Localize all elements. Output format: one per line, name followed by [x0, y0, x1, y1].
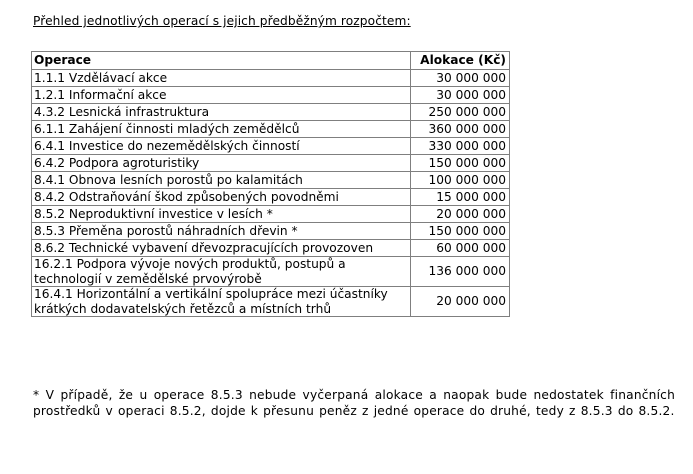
allocation-amount: 20 000 000	[411, 287, 510, 317]
page-heading: Přehled jednotlivých operací s jejich předběžným rozpočtem:	[33, 14, 411, 28]
allocation-amount: 360 000 000	[411, 121, 510, 138]
table-header-row	[32, 52, 510, 70]
operation-name: 1.1.1 Vzdělávací akce	[32, 70, 411, 87]
table-row	[32, 189, 510, 206]
operation-name: 8.6.2 Technické vybavení dřevozpracujících provozoven	[32, 240, 411, 257]
operations-budget-table	[31, 51, 510, 317]
table-row	[32, 287, 510, 317]
allocation-amount: 20 000 000	[411, 206, 510, 223]
table-row	[32, 223, 510, 240]
allocation-amount: 136 000 000	[411, 257, 510, 287]
table-row	[32, 121, 510, 138]
operation-name: 4.3.2 Lesnická infrastruktura	[32, 104, 411, 121]
operation-name: 6.1.1 Zahájení činnosti mladých zemědělců	[32, 121, 411, 138]
column-header-allocation: Alokace (Kč)	[411, 52, 510, 70]
table-row	[32, 104, 510, 121]
allocation-amount: 60 000 000	[411, 240, 510, 257]
allocation-amount: 150 000 000	[411, 155, 510, 172]
operation-name: 8.5.2 Neproduktivní investice v lesích *	[32, 206, 411, 223]
table-row	[32, 257, 510, 287]
table-row	[32, 240, 510, 257]
table-row	[32, 87, 510, 104]
allocation-amount: 330 000 000	[411, 138, 510, 155]
allocation-amount: 15 000 000	[411, 189, 510, 206]
allocation-amount: 30 000 000	[411, 87, 510, 104]
footnote: * V případě, že u operace 8.5.3 nebude vyčerpaná alokace a naopak bude nedostatek finančních prostředků v operaci 8.5.2, dojde k přesunu peněz z jedné operace do druhé, tedy z 8.5.3 do 8.5.2.	[33, 388, 675, 418]
allocation-amount: 150 000 000	[411, 223, 510, 240]
operation-name: 6.4.1 Investice do nezemědělských činností	[32, 138, 411, 155]
operation-name: 8.5.3 Přeměna porostů náhradních dřevin *	[32, 223, 411, 240]
allocation-amount: 250 000 000	[411, 104, 510, 121]
table-row	[32, 206, 510, 223]
table-row	[32, 70, 510, 87]
operation-name: 6.4.2 Podpora agroturistiky	[32, 155, 411, 172]
operation-name: 8.4.1 Obnova lesních porostů po kalamitách	[32, 172, 411, 189]
table-row	[32, 138, 510, 155]
operation-name: 16.4.1 Horizontální a vertikální spolupráce mezi účastníky krátkých dodavatelských řetězců a místních trhů	[32, 287, 411, 317]
operation-name: 1.2.1 Informační akce	[32, 87, 411, 104]
operation-name: 16.2.1 Podpora vývoje nových produktů, postupů a technologií v zemědělské prvovýrobě	[32, 257, 411, 287]
column-header-operation: Operace	[32, 52, 411, 70]
allocation-amount: 100 000 000	[411, 172, 510, 189]
table-row	[32, 155, 510, 172]
operation-name: 8.4.2 Odstraňování škod způsobených povodněmi	[32, 189, 411, 206]
table-row	[32, 172, 510, 189]
allocation-amount: 30 000 000	[411, 70, 510, 87]
